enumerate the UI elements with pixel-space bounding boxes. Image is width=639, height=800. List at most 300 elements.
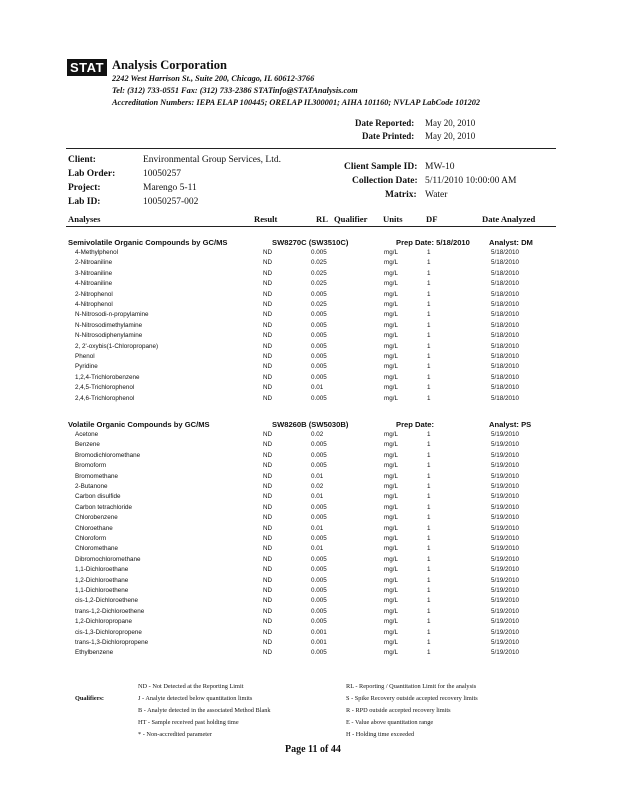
analyte-name: Chlorobenzene <box>75 514 118 522</box>
company-name: Analysis Corporation <box>112 58 227 72</box>
analyte-name: 1,2,4-Trichlorobenzene <box>75 373 140 381</box>
reporting-limit: 0.01 <box>311 384 324 392</box>
analyte-name: 1,1-Dichloroethene <box>75 587 129 594</box>
company-address: 2242 West Harrison St., Suite 200, Chicago, IL 60612-3766 <box>112 74 315 83</box>
header-rule-top <box>66 148 556 149</box>
result-value: ND <box>263 545 273 553</box>
date-analyzed: 5/19/2010 <box>491 431 520 438</box>
result-value: ND <box>263 535 273 542</box>
table-row <box>0 629 639 640</box>
units-value: mg/L <box>384 342 398 350</box>
table-row <box>0 280 639 291</box>
result-value: ND <box>263 342 273 350</box>
units-value: mg/L <box>384 566 398 574</box>
date-analyzed: 5/19/2010 <box>491 597 520 605</box>
col-date-analyzed: Date Analyzed <box>482 214 536 224</box>
analyte-name: Ethylbenzene <box>75 649 114 657</box>
table-row <box>0 384 639 395</box>
result-value: ND <box>263 566 273 574</box>
units-value: mg/L <box>384 394 398 402</box>
table-row <box>0 452 639 463</box>
units-value: mg/L <box>384 441 398 449</box>
date-analyzed: 5/19/2010 <box>491 649 520 657</box>
units-value: mg/L <box>384 332 398 340</box>
dilution-factor: 1 <box>427 514 431 522</box>
date-analyzed: 5/19/2010 <box>491 493 520 501</box>
footer-note-b: B - Analyte detected in the associated Method Blank <box>138 707 271 714</box>
result-value: ND <box>263 269 273 277</box>
reporting-limit: 0.005 <box>311 373 327 381</box>
result-value: ND <box>263 290 273 298</box>
date-analyzed: 5/19/2010 <box>491 503 520 511</box>
units-value: mg/L <box>384 639 398 646</box>
table-row <box>0 514 639 525</box>
units-value: mg/L <box>384 451 398 459</box>
dilution-factor: 1 <box>427 597 431 605</box>
reporting-limit: 0.02 <box>311 483 324 490</box>
result-value: ND <box>263 607 273 615</box>
result-value: ND <box>263 483 273 490</box>
section-title-volatile: Volatile Organic Compounds by GC/MS <box>68 420 210 429</box>
date-analyzed: 5/19/2010 <box>491 576 520 584</box>
units-value: mg/L <box>384 514 398 522</box>
result-value: ND <box>263 462 273 470</box>
dilution-factor: 1 <box>427 290 431 298</box>
dilution-factor: 1 <box>427 301 431 308</box>
dilution-factor: 1 <box>427 576 431 584</box>
units-value: mg/L <box>384 607 398 615</box>
date-analyzed: 5/18/2010 <box>491 269 520 277</box>
analyte-name: N-Nitrosodiphenylamine <box>75 332 143 340</box>
footer-note-r: R - RPD outside accepted recovery limits <box>346 707 451 714</box>
dilution-factor: 1 <box>427 373 431 381</box>
units-value: mg/L <box>384 280 398 288</box>
dilution-factor: 1 <box>427 321 431 329</box>
date-analyzed: 5/18/2010 <box>491 321 520 329</box>
section-method-volatile: SW8260B (SW5030B) <box>272 420 349 429</box>
dilution-factor: 1 <box>427 462 431 470</box>
client-label: Client: <box>68 155 96 165</box>
dilution-factor: 1 <box>427 555 431 563</box>
units-value: mg/L <box>384 524 398 532</box>
analyte-name: 2,4,6-Trichlorophenol <box>75 394 135 402</box>
dilution-factor: 1 <box>427 472 431 480</box>
units-value: mg/L <box>384 472 398 480</box>
section-prep-semivolatile: Prep Date: 5/18/2010 <box>396 238 470 247</box>
units-value: mg/L <box>384 576 398 584</box>
col-qualifier: Qualifier <box>334 214 368 224</box>
date-analyzed: 5/18/2010 <box>491 259 520 267</box>
table-row <box>0 270 639 281</box>
table-row <box>0 332 639 343</box>
section-analyst-semivolatile: Analyst: DM <box>489 238 533 247</box>
collection-date-value: 5/11/2010 10:00:00 AM <box>425 176 517 186</box>
result-value: ND <box>263 353 273 360</box>
analyte-name: 4-Nitroaniline <box>75 280 113 288</box>
footer-note-nd: ND - Not Detected at the Reporting Limit <box>138 683 244 690</box>
section-analyst-volatile: Analyst: PS <box>489 420 532 429</box>
units-value: mg/L <box>384 545 398 553</box>
result-value: ND <box>263 649 273 657</box>
units-value: mg/L <box>384 597 398 605</box>
result-value: ND <box>263 618 273 626</box>
lab-id-label: Lab ID: <box>68 197 101 207</box>
result-value: ND <box>263 514 273 522</box>
date-analyzed: 5/19/2010 <box>491 628 520 636</box>
table-row <box>0 545 639 556</box>
analyte-name: Chloroform <box>75 535 107 542</box>
reporting-limit: 0.005 <box>311 597 327 605</box>
client-sample-id-label: Client Sample ID: <box>344 162 418 172</box>
col-result: Result <box>254 214 278 224</box>
reporting-limit: 0.005 <box>311 566 327 574</box>
reporting-limit: 0.005 <box>311 618 327 626</box>
units-value: mg/L <box>384 321 398 329</box>
dilution-factor: 1 <box>427 628 431 636</box>
dilution-factor: 1 <box>427 618 431 626</box>
dilution-factor: 1 <box>427 451 431 459</box>
dilution-factor: 1 <box>427 639 431 646</box>
result-value: ND <box>263 451 273 459</box>
date-analyzed: 5/18/2010 <box>491 301 520 308</box>
analyte-name: Bromoform <box>75 462 107 470</box>
table-row <box>0 608 639 619</box>
table-row <box>0 353 639 364</box>
analyte-name: trans-1,2-Dichloroethene <box>75 607 145 615</box>
units-value: mg/L <box>384 649 398 657</box>
footer-note-e: E - Value above quantitation range <box>346 719 434 726</box>
reporting-limit: 0.025 <box>311 259 327 267</box>
result-value: ND <box>263 597 273 605</box>
dilution-factor: 1 <box>427 483 431 490</box>
dilution-factor: 1 <box>427 535 431 542</box>
footer-note-s: S - Spike Recovery outside accepted recovery limits <box>346 695 478 702</box>
date-analyzed: 5/19/2010 <box>491 639 520 646</box>
date-analyzed: 5/19/2010 <box>491 545 520 553</box>
table-row <box>0 618 639 629</box>
date-analyzed: 5/19/2010 <box>491 555 520 563</box>
dilution-factor: 1 <box>427 545 431 553</box>
analyte-name: Acetone <box>75 431 99 438</box>
date-analyzed: 5/18/2010 <box>491 384 520 392</box>
dilution-factor: 1 <box>427 587 431 594</box>
units-value: mg/L <box>384 503 398 511</box>
matrix-label: Matrix: <box>385 190 417 200</box>
reporting-limit: 0.005 <box>311 451 327 459</box>
reporting-limit: 0.005 <box>311 535 327 542</box>
dilution-factor: 1 <box>427 524 431 532</box>
result-value: ND <box>263 503 273 511</box>
col-units: Units <box>383 214 403 224</box>
reporting-limit: 0.02 <box>311 431 324 438</box>
lab-id-value: 10050257-002 <box>143 197 199 207</box>
table-row <box>0 587 639 598</box>
footer-note-j: J - Analyte detected below quantitation limits <box>138 695 253 702</box>
dilution-factor: 1 <box>427 259 431 267</box>
client-sample-id-value: MW-10 <box>425 162 455 172</box>
reporting-limit: 0.005 <box>311 649 327 657</box>
table-row <box>0 374 639 385</box>
table-row <box>0 301 639 312</box>
table-row <box>0 462 639 473</box>
result-value: ND <box>263 280 273 288</box>
footer-note-h: H - Holding time exceeded <box>346 731 415 738</box>
client-value: Environmental Group Services, Ltd. <box>143 155 281 165</box>
reporting-limit: 0.005 <box>311 462 327 470</box>
date-analyzed: 5/18/2010 <box>491 394 520 402</box>
date-analyzed: 5/19/2010 <box>491 451 520 459</box>
table-row <box>0 395 639 406</box>
table-row <box>0 483 639 494</box>
units-value: mg/L <box>384 373 398 381</box>
result-value: ND <box>263 576 273 584</box>
column-header-rule <box>66 226 556 227</box>
dilution-factor: 1 <box>427 363 431 371</box>
units-value: mg/L <box>384 483 398 490</box>
date-analyzed: 5/19/2010 <box>491 566 520 574</box>
page-number: Page 11 of 44 <box>285 744 341 755</box>
date-reported-value: May 20, 2010 <box>425 118 476 128</box>
analyte-name: trans-1,3-Dichloropropene <box>75 639 149 646</box>
dilution-factor: 1 <box>427 566 431 574</box>
reporting-limit: 0.005 <box>311 363 327 371</box>
result-value: ND <box>263 431 273 438</box>
dilution-factor: 1 <box>427 607 431 615</box>
col-analyses: Analyses <box>68 214 101 224</box>
reporting-limit: 0.005 <box>311 555 327 563</box>
analyte-name: Carbon tetrachloride <box>75 503 133 511</box>
dilution-factor: 1 <box>427 394 431 402</box>
result-value: ND <box>263 249 273 256</box>
units-value: mg/L <box>384 363 398 371</box>
date-analyzed: 5/19/2010 <box>491 607 520 615</box>
analyte-name: Phenol <box>75 353 95 360</box>
analyte-name: N-Nitrosodimethylamine <box>75 321 143 329</box>
units-value: mg/L <box>384 628 398 636</box>
date-printed-label: Date Printed: <box>362 131 415 141</box>
units-value: mg/L <box>384 384 398 392</box>
units-value: mg/L <box>384 493 398 501</box>
date-printed-value: May 20, 2010 <box>425 131 476 141</box>
reporting-limit: 0.005 <box>311 394 327 402</box>
result-value: ND <box>263 373 273 381</box>
table-row <box>0 291 639 302</box>
units-value: mg/L <box>384 249 398 256</box>
result-value: ND <box>263 301 273 308</box>
table-row <box>0 504 639 515</box>
date-analyzed: 5/18/2010 <box>491 249 520 256</box>
units-value: mg/L <box>384 618 398 626</box>
result-value: ND <box>263 394 273 402</box>
qualifiers-label: Qualifiers: <box>75 695 105 702</box>
result-value: ND <box>263 524 273 532</box>
date-analyzed: 5/19/2010 <box>491 618 520 626</box>
analyte-name: Bromodichloromethane <box>75 451 141 459</box>
dilution-factor: 1 <box>427 384 431 392</box>
dilution-factor: 1 <box>427 311 431 319</box>
reporting-limit: 0.005 <box>311 587 327 594</box>
units-value: mg/L <box>384 269 398 277</box>
analyte-name: 2,4,5-Trichlorophenol <box>75 384 135 392</box>
footer-note-rl: RL - Reporting / Quantitation Limit for the analysis <box>346 683 477 690</box>
date-analyzed: 5/18/2010 <box>491 311 520 319</box>
result-value: ND <box>263 363 273 371</box>
result-value: ND <box>263 332 273 340</box>
result-value: ND <box>263 441 273 449</box>
company-contact: Tel: (312) 733-0551 Fax: (312) 733-2386 STATinfo@STATAnalysis.com <box>112 86 358 95</box>
units-value: mg/L <box>384 462 398 470</box>
result-value: ND <box>263 321 273 329</box>
units-value: mg/L <box>384 290 398 298</box>
analyte-name: 2-Nitroaniline <box>75 259 113 267</box>
collection-date-label: Collection Date: <box>352 176 418 186</box>
result-value: ND <box>263 587 273 594</box>
date-analyzed: 5/19/2010 <box>491 524 520 532</box>
date-analyzed: 5/18/2010 <box>491 332 520 340</box>
date-analyzed: 5/19/2010 <box>491 483 520 490</box>
reporting-limit: 0.005 <box>311 290 327 298</box>
analyte-name: Chloromethane <box>75 545 119 553</box>
col-df: DF <box>426 214 438 224</box>
dilution-factor: 1 <box>427 503 431 511</box>
dilution-factor: 1 <box>427 441 431 449</box>
reporting-limit: 0.005 <box>311 311 327 319</box>
dilution-factor: 1 <box>427 493 431 501</box>
table-row <box>0 473 639 484</box>
analyte-name: 4-Methylphenol <box>75 249 119 256</box>
date-analyzed: 5/19/2010 <box>491 472 520 480</box>
table-row <box>0 639 639 650</box>
col-rl: RL <box>316 214 328 224</box>
units-value: mg/L <box>384 535 398 542</box>
dilution-factor: 1 <box>427 431 431 438</box>
reporting-limit: 0.01 <box>311 472 324 480</box>
date-analyzed: 5/18/2010 <box>491 342 520 350</box>
project-value: Marengo 5-11 <box>143 183 197 193</box>
reporting-limit: 0.01 <box>311 493 324 501</box>
table-row <box>0 493 639 504</box>
section-method-semivolatile: SW8270C (SW3510C) <box>272 238 349 247</box>
analyte-name: Benzene <box>75 441 100 449</box>
table-row <box>0 363 639 374</box>
table-row <box>0 343 639 354</box>
table-row <box>0 597 639 608</box>
table-row <box>0 311 639 322</box>
reporting-limit: 0.001 <box>311 639 327 646</box>
dilution-factor: 1 <box>427 342 431 350</box>
dilution-factor: 1 <box>427 353 431 360</box>
reporting-limit: 0.005 <box>311 321 327 329</box>
reporting-limit: 0.005 <box>311 503 327 511</box>
analyte-name: Chloroethane <box>75 524 113 532</box>
dilution-factor: 1 <box>427 332 431 340</box>
analyte-name: 1,2-Dichloropropane <box>75 618 133 626</box>
result-value: ND <box>263 384 273 392</box>
reporting-limit: 0.01 <box>311 545 324 553</box>
date-analyzed: 5/18/2010 <box>491 353 520 360</box>
date-analyzed: 5/18/2010 <box>491 290 520 298</box>
analyte-name: 1,2-Dichloroethane <box>75 576 129 584</box>
analyte-name: 3-Nitroaniline <box>75 269 113 277</box>
company-accreditation: Accreditation Numbers: IEPA ELAP 100445; ORELAP IL300001; AIHA 101160; NVLAP LabCode 101202 <box>112 98 481 107</box>
result-value: ND <box>263 639 273 646</box>
section-title-semivolatile: Semivolatile Organic Compounds by GC/MS <box>68 238 228 247</box>
project-label: Project: <box>68 183 101 193</box>
result-value: ND <box>263 259 273 267</box>
table-row <box>0 322 639 333</box>
reporting-limit: 0.005 <box>311 514 327 522</box>
company-logo: STAT <box>67 59 107 76</box>
analyte-name: Carbon disulfide <box>75 493 121 501</box>
reporting-limit: 0.005 <box>311 576 327 584</box>
date-analyzed: 5/18/2010 <box>491 363 520 371</box>
table-row <box>0 535 639 546</box>
units-value: mg/L <box>384 431 398 438</box>
lab-order-value: 10050257 <box>143 169 181 179</box>
table-row <box>0 525 639 536</box>
reporting-limit: 0.025 <box>311 280 327 288</box>
footer-note-ht: HT - Sample received past holding time <box>138 719 239 726</box>
date-analyzed: 5/19/2010 <box>491 441 520 449</box>
analyte-name: N-Nitrosodi-n-propylamine <box>75 311 149 319</box>
reporting-limit: 0.025 <box>311 269 327 277</box>
reporting-limit: 0.005 <box>311 607 327 615</box>
date-analyzed: 5/19/2010 <box>491 535 520 542</box>
reporting-limit: 0.005 <box>311 441 327 449</box>
reporting-limit: 0.005 <box>311 332 327 340</box>
units-value: mg/L <box>384 259 398 267</box>
analyte-name: Pyridine <box>75 363 98 371</box>
result-value: ND <box>263 311 273 319</box>
date-analyzed: 5/18/2010 <box>491 280 520 288</box>
analyte-name: 4-Nitrophenol <box>75 301 113 308</box>
section-prep-volatile: Prep Date: <box>396 420 434 429</box>
dilution-factor: 1 <box>427 280 431 288</box>
result-value: ND <box>263 628 273 636</box>
analyte-name: Bromomethane <box>75 472 119 480</box>
analyte-name: cis-1,2-Dichloroethene <box>75 597 138 605</box>
result-value: ND <box>263 472 273 480</box>
analyte-name: 2-Nitrophenol <box>75 290 113 298</box>
date-analyzed: 5/18/2010 <box>491 373 520 381</box>
analyte-name: 2-Butanone <box>75 483 108 490</box>
lab-order-label: Lab Order: <box>68 169 116 179</box>
table-row <box>0 441 639 452</box>
dilution-factor: 1 <box>427 269 431 277</box>
analyte-name: 1,1-Dichloroethane <box>75 566 129 574</box>
table-row <box>0 556 639 567</box>
table-row <box>0 431 639 442</box>
dilution-factor: 1 <box>427 249 431 256</box>
table-row <box>0 649 639 660</box>
reporting-limit: 0.005 <box>311 353 327 360</box>
table-row <box>0 566 639 577</box>
date-analyzed: 5/19/2010 <box>491 462 520 470</box>
dilution-factor: 1 <box>427 649 431 657</box>
reporting-limit: 0.025 <box>311 301 327 308</box>
reporting-limit: 0.005 <box>311 249 327 256</box>
date-analyzed: 5/19/2010 <box>491 514 520 522</box>
analyte-name: 2, 2'-oxybis(1-Chloropropane) <box>75 342 159 350</box>
table-row <box>0 577 639 588</box>
analyte-name: cis-1,3-Dichloropropene <box>75 628 142 636</box>
date-reported-label: Date Reported: <box>355 118 415 128</box>
units-value: mg/L <box>384 587 398 594</box>
reporting-limit: 0.001 <box>311 628 327 636</box>
units-value: mg/L <box>384 301 398 308</box>
date-analyzed: 5/19/2010 <box>491 587 520 594</box>
units-value: mg/L <box>384 311 398 319</box>
